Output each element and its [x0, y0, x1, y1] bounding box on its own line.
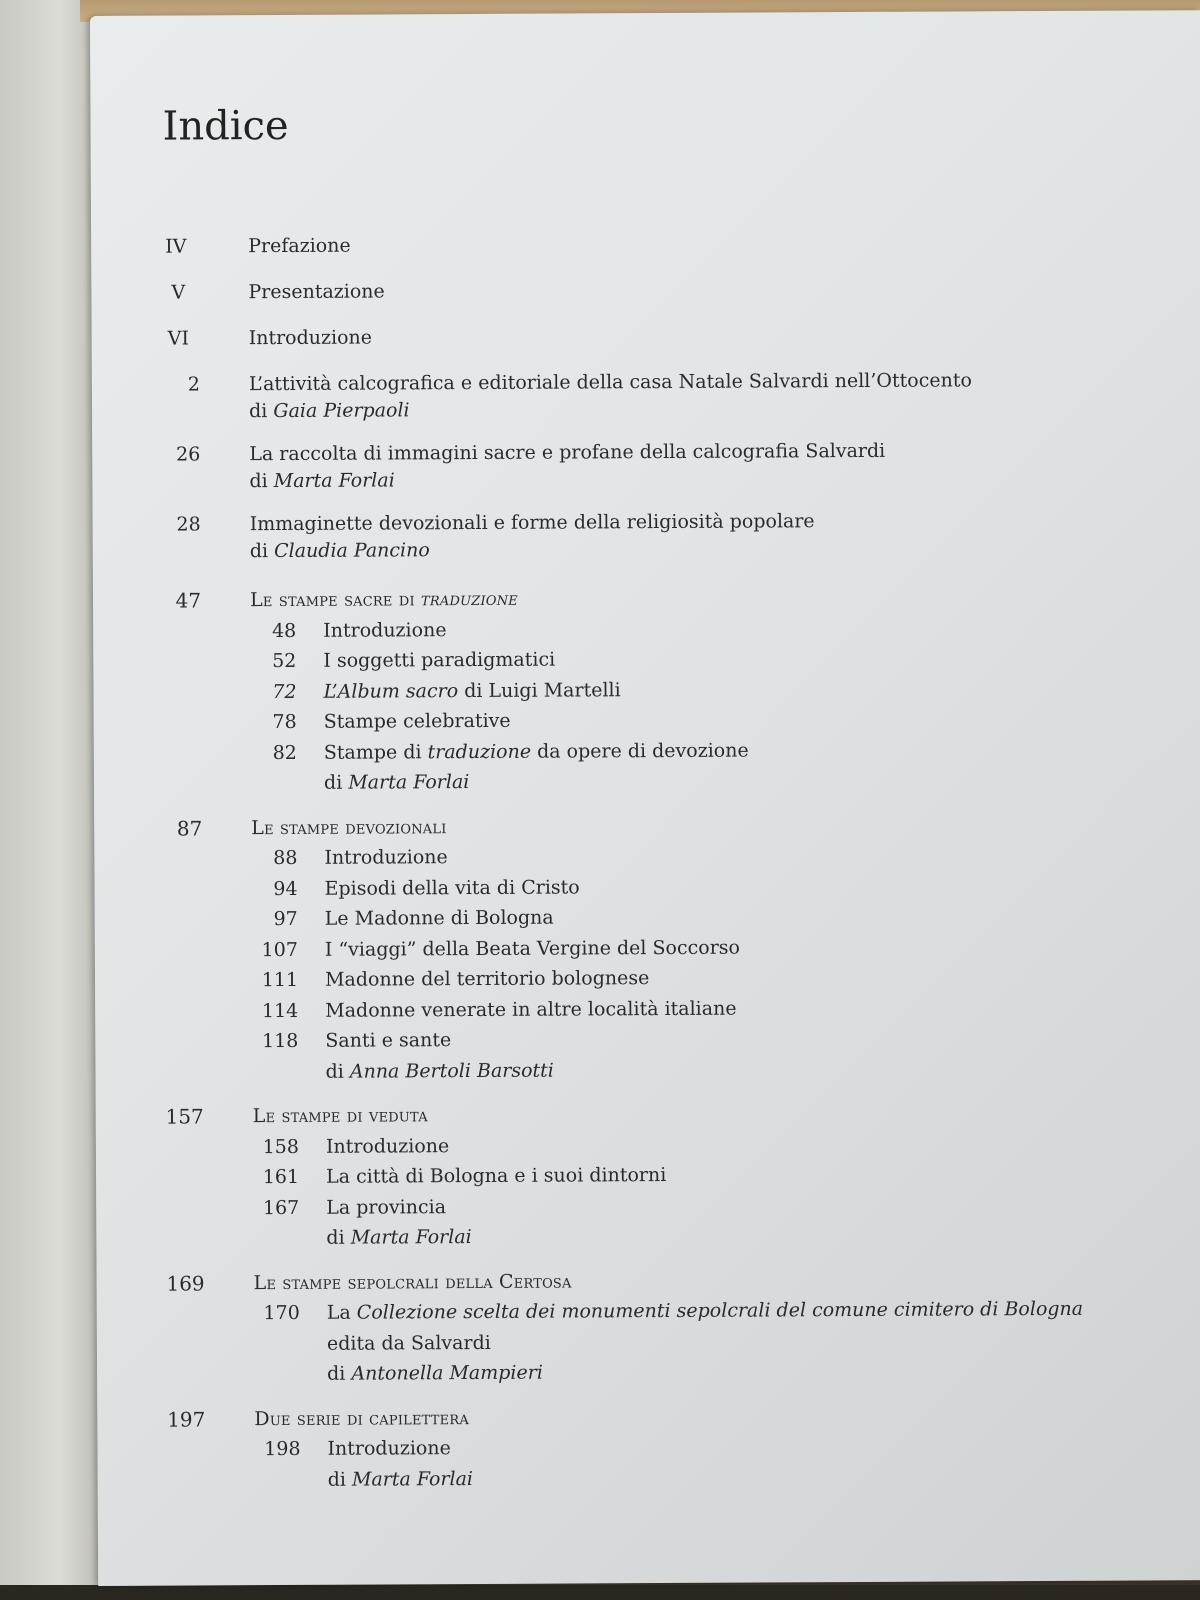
- toc-section: [159, 1263, 1170, 1390]
- section-title: Le stampe di veduta: [252, 1104, 428, 1128]
- background-left-page: [0, 0, 100, 1600]
- page-number: VI: [167, 327, 189, 350]
- toc-section: [156, 808, 1167, 1088]
- section-page-number: 157: [165, 1104, 204, 1129]
- page-title: Indice: [162, 102, 289, 150]
- toc-subentry: 107 I “viaggi” della Beata Vergine del Soccorso: [261, 936, 741, 961]
- table-of-contents: [153, 228, 1170, 1509]
- toc-section: [159, 1399, 1169, 1496]
- toc-subentry: 111 Madonne del territorio bolognese: [261, 967, 650, 992]
- section-author: di Marta Forlai: [323, 771, 470, 794]
- toc-subentry: 48 Introduzione: [271, 618, 447, 642]
- background-bottom-edge: [0, 1585, 1200, 1600]
- section-page-number: 169: [166, 1270, 205, 1296]
- page-number: 28: [176, 513, 201, 536]
- toc-section: [158, 1096, 1169, 1254]
- toc-subentry: 72 L’Album sacro di Luigi Martelli: [272, 678, 621, 703]
- toc-entry: [155, 506, 1165, 565]
- toc-subentry: 94 Episodi della vita di Cristo: [273, 875, 580, 900]
- entry-title: Presentazione: [248, 280, 385, 304]
- section-title: Due serie di capilettera: [254, 1406, 469, 1430]
- page-number: 2: [187, 373, 200, 396]
- toc-subentry: 97 Le Madonne di Bologna: [273, 906, 554, 931]
- toc-entry: [154, 436, 1164, 495]
- entry-title: Immaginette devozionali e forme della religiosità popolare: [249, 510, 815, 536]
- toc-entry: [154, 320, 1164, 352]
- page-number: V: [171, 281, 186, 304]
- entry-author: di Gaia Pierpaoli: [249, 399, 410, 423]
- toc-subentry: 52 I soggetti paradigmatici: [272, 648, 556, 673]
- toc-entry: [154, 366, 1164, 425]
- section-author: di Marta Forlai: [327, 1467, 474, 1491]
- section-title: Le stampe devozionali: [251, 815, 447, 839]
- toc-subentry: 170 La Collezione scelta dei monumenti sepolcrali del comune cimitero di Bologna: [263, 1297, 1084, 1325]
- entry-author: di Marta Forlai: [249, 469, 395, 493]
- toc-subentry: 82 Stampe di traduzione da opere di devozione: [272, 739, 749, 764]
- toc-subentry: 167 La provincia: [262, 1195, 447, 1219]
- section-title: Le stampe sepolcrali della Certosa: [253, 1269, 572, 1294]
- entry-title: Introduzione: [248, 326, 373, 350]
- toc-subentry: 198 Introduzione: [264, 1437, 451, 1461]
- toc-subentry: 78 Stampe celebrative: [272, 709, 511, 734]
- book-page: [90, 10, 1200, 1586]
- entry-title: La raccolta di immagini sacre e profane della calcografia Salvardi: [249, 439, 886, 466]
- entry-title: L’attività calcografica e editoriale della casa Natale Salvardi nell’Ottocento: [248, 369, 972, 396]
- entry-title: Prefazione: [248, 234, 351, 258]
- section-title: Le stampe sacre di traduzione: [250, 587, 518, 612]
- section-page-number: 47: [175, 588, 202, 613]
- toc-entry: [153, 228, 1163, 260]
- entry-author: di Claudia Pancino: [249, 539, 430, 563]
- page-number: 26: [176, 443, 201, 466]
- subentry-continuation: edita da Salvardi: [326, 1331, 491, 1355]
- section-author: di Antonella Mampieri: [327, 1361, 543, 1385]
- toc-section: [155, 580, 1166, 799]
- page-number: IV: [165, 235, 187, 258]
- toc-entry: [153, 274, 1163, 306]
- section-author: di Anna Bertoli Barsotti: [325, 1059, 554, 1083]
- section-author: di Marta Forlai: [326, 1226, 472, 1249]
- toc-subentry: 161 La città di Bologna e i suoi dintorni: [262, 1163, 667, 1189]
- section-page-number: 87: [176, 815, 203, 841]
- section-page-number: 197: [167, 1406, 206, 1432]
- toc-subentry: 88 Introduzione: [273, 846, 448, 870]
- toc-subentry: 158 Introduzione: [262, 1134, 450, 1158]
- toc-subentry: 114 Madonne venerate in altre località italiane: [261, 997, 737, 1022]
- toc-subentry: 118 Santi e sante: [262, 1029, 452, 1053]
